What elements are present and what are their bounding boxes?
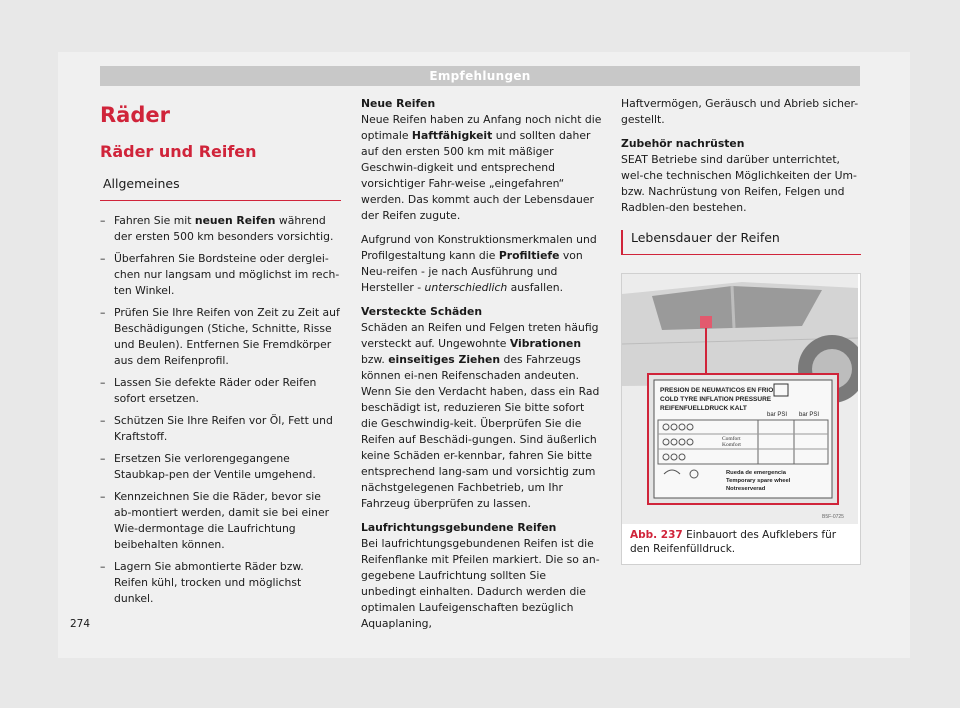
column-2 bbox=[361, 96, 602, 640]
svg-text:bar PSI bbox=[799, 412, 819, 418]
bullet-item bbox=[100, 451, 341, 483]
new-tyres-bold: Haftfähigkeit bbox=[411, 129, 493, 142]
bullet-item bbox=[100, 213, 341, 245]
bullet-item bbox=[100, 375, 341, 407]
bullet-text: Überfahren Sie Bordsteine oder derglei-chen nur langsam und möglichst im rech-ten Winkel. bbox=[114, 252, 340, 297]
bullet-item bbox=[100, 489, 341, 553]
hidden-bold-1: Vibrationen bbox=[509, 337, 582, 350]
chapter-title: Räder bbox=[100, 103, 170, 127]
continued-text: Haftvermögen, Geräusch und Abrieb sicher-gestellt. bbox=[621, 97, 859, 126]
unit-psi-1: PSI bbox=[777, 412, 788, 418]
accessory-text: SEAT Betriebe sind darüber unterrichtet, wel-che technischen Möglichkeiten der Um- bzw. Nachrüstung von Reifen, Felgen und Radblen-den bestehen. bbox=[621, 153, 857, 214]
label-line-3: REIFENFUELLDRUCK KALT bbox=[660, 405, 747, 412]
page-header: Empfehlungen bbox=[100, 66, 860, 86]
label-line-2: COLD TYRE INFLATION PRESSURE bbox=[660, 396, 772, 403]
unit-bar-2: bar bbox=[799, 412, 808, 418]
hidden-text-2: bzw. bbox=[361, 353, 389, 366]
page-number: 274 bbox=[70, 618, 91, 630]
svg-text:bar PSI bbox=[767, 412, 787, 418]
bullet-text: Prüfen Sie Ihre Reifen von Zeit zu Zeit auf Beschädigungen (Stiche, Schnitte, Risse und Beulen). Entfernen Sie Fremdkörper aus dem Reifenprofil. bbox=[114, 306, 340, 367]
hidden-damage-heading: Versteckte Schäden bbox=[361, 305, 483, 318]
hidden-text-1: Schäden an Reifen und Felgen treten häufig versteckt auf. Ungewohnte bbox=[361, 321, 599, 350]
accessory-heading: Zubehör nachrüsten bbox=[621, 137, 745, 150]
bullet-text: Ersetzen Sie verlorengegangene Staubkap-pen der Ventile umgehend. bbox=[114, 452, 316, 481]
bullet-item bbox=[100, 305, 341, 369]
figure-tyre-pressure-label bbox=[621, 273, 861, 565]
bullet-list bbox=[100, 213, 341, 607]
section-title: Räder und Reifen bbox=[100, 142, 257, 161]
unit-bar-1: bar bbox=[767, 412, 776, 418]
column-1 bbox=[100, 96, 341, 613]
bullet-text: Fahren Sie mit bbox=[114, 214, 195, 227]
figure-caption bbox=[630, 528, 855, 556]
profile-italic: unterschiedlich bbox=[424, 281, 508, 294]
bullet-text: Kennzeichnen Sie die Räder, bevor sie ab-montiert werden, damit sie bei einer Wie-dermontage die Laufrichtung beibehalten können. bbox=[114, 490, 330, 551]
new-tyres-heading: Neue Reifen bbox=[361, 97, 436, 110]
komfort-label: Komfort bbox=[722, 442, 741, 448]
bullet-item bbox=[100, 559, 341, 607]
bullet-item bbox=[100, 413, 341, 445]
bullet-text: Schützen Sie Ihre Reifen vor Öl, Fett und Kraftstoff. bbox=[114, 414, 333, 443]
bullet-text: während der ersten 500 km besonders vorsichtig. bbox=[114, 214, 334, 243]
tyre-life-heading: Lebensdauer der Reifen bbox=[621, 230, 861, 255]
figure-number: Abb. 237 bbox=[630, 529, 683, 541]
direction-text: Bei laufrichtungsgebundenen Reifen ist die Reifenflanke mit Pfeilen markiert. Die so an-gegebene Laufrichtung sollten Sie unbedingt einhalten. Dadurch werden die optimalen Laufeigenschaften bezüglich Aquaplaning, bbox=[361, 537, 600, 630]
direction-heading: Laufrichtungsgebundene Reifen bbox=[361, 521, 557, 534]
subsection-title: Allgemeines bbox=[100, 176, 341, 201]
profile-text-2: von Neu-reifen - je nach Ausführung und Hersteller - bbox=[361, 249, 583, 294]
bullet-text: Lassen Sie defekte Räder oder Reifen sofort ersetzen. bbox=[114, 376, 317, 405]
figure-code: B5F-0725 bbox=[822, 514, 844, 520]
profile-text-3: ausfallen. bbox=[507, 281, 564, 294]
bullet-text: neuen Reifen bbox=[194, 214, 276, 227]
car-door-label-illustration bbox=[622, 274, 858, 524]
new-tyres-text-1: Neue Reifen haben zu Anfang noch nicht die optimale bbox=[361, 113, 602, 142]
hidden-text-3: des Fahrzeugs können ei-nen Reifenschaden andeuten. Wenn Sie den Verdacht haben, dass ein Rad beschädigt ist, reduzieren Sie bitte sofort die Geschwindig-keit. Überprüfen Sie die Reifen auf Beschädi-gungen. Sind äußerlich keine Schäden er-kennbar, fahren Sie bitte entsprechend lang-sam und vorsichtig zum nächstgelegenen Fachbetrieb, um Ihr Fahrzeug überprüfen zu lassen. bbox=[361, 353, 600, 510]
bullet-item bbox=[100, 251, 341, 299]
profile-text-1: Aufgrund von Konstruktionsmerkmalen und Profilgestaltung kann die bbox=[361, 233, 597, 262]
unit-psi-2: PSI bbox=[809, 412, 820, 418]
profile-bold: Profiltiefe bbox=[498, 249, 560, 262]
new-tyres-text-2: und sollten daher auf den ersten 500 km mit mäßiger Geschwin-digkeit und entsprechend vorsichtiger Fahr-weise „eingefahren“ werden. Das kommt auch der Lebensdauer der Reifen zugute. bbox=[361, 129, 594, 222]
bullet-text: Lagern Sie abmontierte Räder bzw. Reifen kühl, trocken und möglichst dunkel. bbox=[114, 560, 304, 605]
spare-line-2: Temporary spare wheel bbox=[726, 478, 791, 484]
label-line-1: PRESION DE NEUMATICOS EN FRIO bbox=[660, 387, 774, 394]
comfort-label: Comfort bbox=[722, 436, 741, 442]
figure-caption-text: Einbauort des Aufklebers für den Reifenfülldruck. bbox=[630, 529, 837, 555]
column-3 bbox=[621, 96, 861, 565]
hidden-bold-2: einseitiges Ziehen bbox=[388, 353, 501, 366]
spare-line-3: Notreserverad bbox=[726, 486, 766, 492]
spare-line-1: Rueda de emergencia bbox=[726, 470, 786, 476]
